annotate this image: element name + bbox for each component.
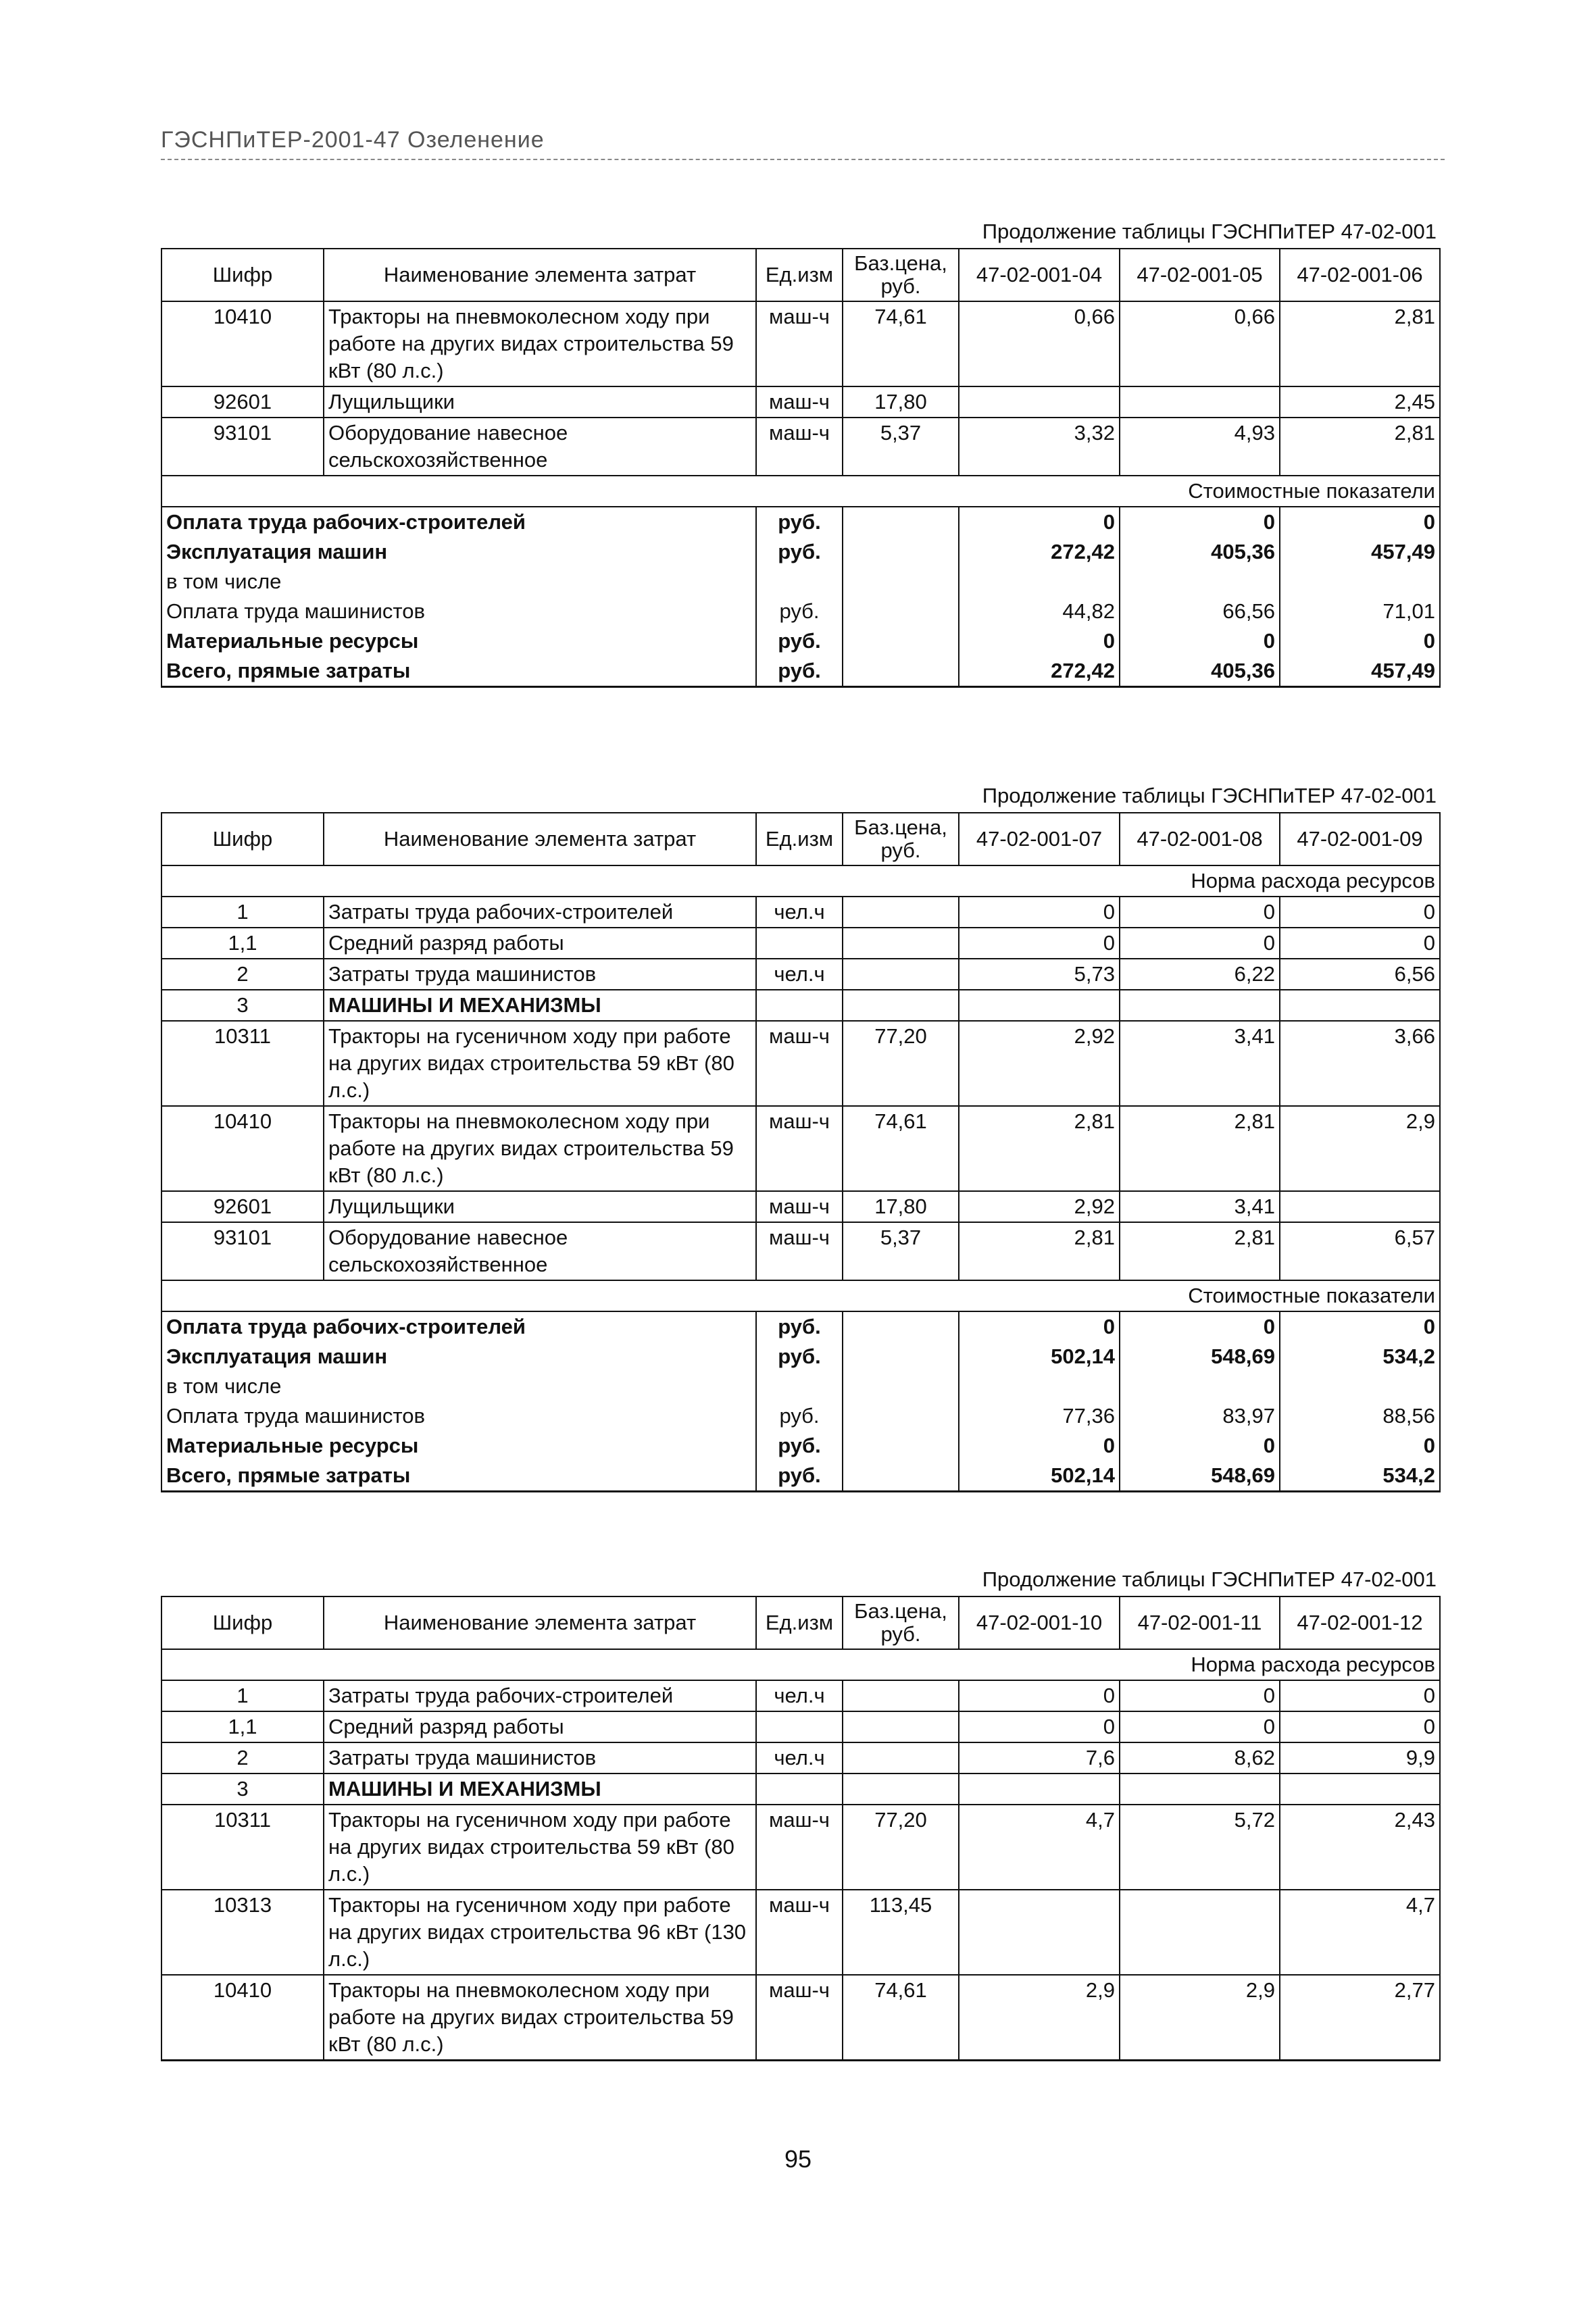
row-value: 0,66	[1120, 301, 1280, 386]
row-unit: чел.ч	[756, 1680, 843, 1711]
resource-table	[161, 1596, 1441, 2061]
row-value: 0	[959, 1680, 1120, 1711]
row-unit: маш-ч	[756, 301, 843, 386]
row-name: Тракторы на гусеничном ходу при работе на других видах строительства 96 кВт (130 л.с.)	[324, 1890, 756, 1975]
col-header-name: Наименование элемента затрат	[324, 249, 756, 301]
row-code: 92601	[161, 386, 324, 418]
summary-value: 534,2	[1280, 1461, 1440, 1492]
row-value: 2,81	[1280, 418, 1440, 476]
row-name: Тракторы на гусеничном ходу при работе на других видах строительства 59 кВт (80 л.с.)	[324, 1021, 756, 1106]
row-name: Средний разряд работы	[324, 1711, 756, 1742]
row-value: 5,72	[1120, 1805, 1280, 1890]
row-code: 2	[161, 959, 324, 990]
col-header-norm-code: 47-02-001-08	[1120, 813, 1280, 865]
table-caption: Продолжение таблицы ГЭСНПиТЕР 47-02-001	[982, 220, 1437, 243]
col-header-norm-code: 47-02-001-05	[1120, 249, 1280, 301]
summary-unit: руб.	[756, 1401, 843, 1431]
summary-value: 0	[959, 507, 1120, 537]
summary-value	[1120, 567, 1280, 597]
col-header-price: Баз.цена, руб.	[843, 1596, 959, 1649]
row-value: 0	[1120, 897, 1280, 928]
summary-price	[843, 597, 959, 626]
row-code: 93101	[161, 1222, 324, 1280]
row-name: Затраты труда рабочих-строителей	[324, 897, 756, 928]
summary-price	[843, 1311, 959, 1342]
summary-value	[959, 567, 1120, 597]
row-value	[1120, 1890, 1280, 1975]
row-name: Лущильщики	[324, 1191, 756, 1222]
col-header-code: Шифр	[161, 249, 324, 301]
summary-label: Эксплуатация машин	[161, 1342, 756, 1372]
row-value	[959, 386, 1120, 418]
summary-unit	[756, 567, 843, 597]
row-value: 4,7	[1280, 1890, 1440, 1975]
summary-value: 405,36	[1120, 537, 1280, 567]
summary-value: 0	[1120, 507, 1280, 537]
summary-value: 457,49	[1280, 537, 1440, 567]
table-block-3	[161, 1567, 1439, 2061]
summary-value: 44,82	[959, 597, 1120, 626]
summary-value	[1120, 1372, 1280, 1401]
summary-price	[843, 1431, 959, 1461]
band-label-norms: Норма расхода ресурсов	[161, 1649, 1440, 1680]
row-price	[843, 959, 959, 990]
row-price	[843, 1742, 959, 1774]
row-value	[1280, 1774, 1440, 1805]
summary-price	[843, 1461, 959, 1492]
summary-row	[161, 626, 1440, 656]
row-name: Затраты труда машинистов	[324, 959, 756, 990]
row-value: 2,9	[1120, 1975, 1280, 2061]
summary-value: 83,97	[1120, 1401, 1280, 1431]
summary-row	[161, 656, 1440, 687]
row-value: 2,9	[959, 1975, 1120, 2061]
col-header-code: Шифр	[161, 813, 324, 865]
row-value	[1280, 990, 1440, 1021]
summary-row	[161, 1311, 1440, 1342]
table-caption: Продолжение таблицы ГЭСНПиТЕР 47-02-001	[982, 1567, 1437, 1591]
row-value: 0	[1280, 897, 1440, 928]
table-row	[161, 1106, 1440, 1191]
table-row	[161, 1191, 1440, 1222]
summary-price	[843, 1401, 959, 1431]
row-name: Тракторы на пневмоколесном ходу при работе на других видах строительства 59 кВт (80 л.с.)	[324, 1975, 756, 2061]
row-unit: маш-ч	[756, 418, 843, 476]
row-value: 4,7	[959, 1805, 1120, 1890]
summary-value: 0	[1280, 1311, 1440, 1342]
summary-value: 66,56	[1120, 597, 1280, 626]
row-value: 2,81	[959, 1106, 1120, 1191]
summary-label: Оплата труда машинистов	[161, 1401, 756, 1431]
summary-unit: руб.	[756, 1342, 843, 1372]
row-unit: чел.ч	[756, 897, 843, 928]
table-row	[161, 959, 1440, 990]
summary-value: 0	[1120, 1311, 1280, 1342]
summary-label: Всего, прямые затраты	[161, 1461, 756, 1492]
row-value: 7,6	[959, 1742, 1120, 1774]
col-header-code: Шифр	[161, 1596, 324, 1649]
row-value: 2,77	[1280, 1975, 1440, 2061]
row-unit	[756, 1774, 843, 1805]
row-name: Лущильщики	[324, 386, 756, 418]
table-block-2	[161, 784, 1439, 1492]
col-header-norm-code: 47-02-001-12	[1280, 1596, 1440, 1649]
row-value: 3,41	[1120, 1191, 1280, 1222]
row-price	[843, 897, 959, 928]
row-value: 0	[1120, 1711, 1280, 1742]
row-unit: маш-ч	[756, 1191, 843, 1222]
row-value	[959, 1774, 1120, 1805]
summary-value: 548,69	[1120, 1461, 1280, 1492]
row-code: 10313	[161, 1890, 324, 1975]
row-value: 0	[1120, 928, 1280, 959]
summary-value: 0	[1120, 1431, 1280, 1461]
row-value: 2,92	[959, 1191, 1120, 1222]
band-label-costs: Стоимостные показатели	[161, 1280, 1440, 1311]
row-value: 0	[1280, 1711, 1440, 1742]
band-label-norms: Норма расхода ресурсов	[161, 865, 1440, 897]
summary-value: 502,14	[959, 1461, 1120, 1492]
col-header-norm-code: 47-02-001-07	[959, 813, 1120, 865]
summary-value: 272,42	[959, 656, 1120, 687]
summary-label: в том числе	[161, 567, 756, 597]
summary-unit: руб.	[756, 1311, 843, 1342]
summary-label: Материальные ресурсы	[161, 626, 756, 656]
summary-price	[843, 1342, 959, 1372]
row-price	[843, 1680, 959, 1711]
row-unit	[756, 928, 843, 959]
summary-value: 0	[959, 1311, 1120, 1342]
row-code: 2	[161, 1742, 324, 1774]
table-row	[161, 386, 1440, 418]
summary-unit: руб.	[756, 1461, 843, 1492]
summary-unit: руб.	[756, 597, 843, 626]
table-row	[161, 1711, 1440, 1742]
summary-value: 0	[959, 1431, 1120, 1461]
summary-value: 71,01	[1280, 597, 1440, 626]
row-price	[843, 990, 959, 1021]
col-header-unit: Ед.изм	[756, 813, 843, 865]
summary-label: Всего, прямые затраты	[161, 656, 756, 687]
summary-value: 0	[1280, 1431, 1440, 1461]
col-header-name: Наименование элемента затрат	[324, 813, 756, 865]
row-name: Затраты труда машинистов	[324, 1742, 756, 1774]
row-value	[959, 1890, 1120, 1975]
summary-value: 0	[1280, 626, 1440, 656]
table-row	[161, 418, 1440, 476]
col-header-unit: Ед.изм	[756, 249, 843, 301]
row-value	[1120, 386, 1280, 418]
row-value: 0	[1120, 1680, 1280, 1711]
summary-label: в том числе	[161, 1372, 756, 1401]
row-value: 3,32	[959, 418, 1120, 476]
summary-value: 502,14	[959, 1342, 1120, 1372]
row-name: Тракторы на гусеничном ходу при работе на других видах строительства 59 кВт (80 л.с.)	[324, 1805, 756, 1890]
row-code: 1,1	[161, 928, 324, 959]
row-value: 8,62	[1120, 1742, 1280, 1774]
row-unit: маш-ч	[756, 1975, 843, 2061]
row-code: 92601	[161, 1191, 324, 1222]
row-unit: маш-ч	[756, 1106, 843, 1191]
resource-table	[161, 248, 1441, 688]
row-price: 5,37	[843, 418, 959, 476]
row-code: 1	[161, 1680, 324, 1711]
row-price: 77,20	[843, 1805, 959, 1890]
row-unit: маш-ч	[756, 1805, 843, 1890]
summary-row	[161, 1342, 1440, 1372]
row-unit: маш-ч	[756, 386, 843, 418]
summary-unit: руб.	[756, 537, 843, 567]
row-price: 5,37	[843, 1222, 959, 1280]
row-value: 3,66	[1280, 1021, 1440, 1106]
table-header-row	[161, 813, 1440, 865]
row-value	[959, 990, 1120, 1021]
row-code: 10311	[161, 1805, 324, 1890]
row-price	[843, 1711, 959, 1742]
summary-row	[161, 1431, 1440, 1461]
col-header-norm-code: 47-02-001-10	[959, 1596, 1120, 1649]
summary-unit	[756, 1372, 843, 1401]
summary-row	[161, 1461, 1440, 1492]
band-row-costs	[161, 1280, 1440, 1311]
running-header: ГЭСНПиТЕР-2001-47 Озеленение	[161, 127, 1445, 160]
band-row-costs	[161, 476, 1440, 507]
summary-value: 272,42	[959, 537, 1120, 567]
summary-value: 0	[1120, 626, 1280, 656]
table-row	[161, 1774, 1440, 1805]
row-name: МАШИНЫ И МЕХАНИЗМЫ	[324, 1774, 756, 1805]
row-value: 6,57	[1280, 1222, 1440, 1280]
row-price	[843, 1774, 959, 1805]
table-row	[161, 1742, 1440, 1774]
row-unit: чел.ч	[756, 959, 843, 990]
table-row	[161, 897, 1440, 928]
row-value: 0,66	[959, 301, 1120, 386]
row-value: 2,81	[1120, 1106, 1280, 1191]
row-name: Тракторы на пневмоколесном ходу при работе на других видах строительства 59 кВт (80 л.с.)	[324, 1106, 756, 1191]
row-value	[1120, 1774, 1280, 1805]
row-price: 74,61	[843, 1975, 959, 2061]
col-header-price: Баз.цена, руб.	[843, 249, 959, 301]
summary-value: 457,49	[1280, 656, 1440, 687]
row-code: 10410	[161, 1106, 324, 1191]
summary-row	[161, 507, 1440, 537]
row-price	[843, 928, 959, 959]
row-name: МАШИНЫ И МЕХАНИЗМЫ	[324, 990, 756, 1021]
summary-row	[161, 537, 1440, 567]
row-unit: маш-ч	[756, 1890, 843, 1975]
table-header-row	[161, 1596, 1440, 1649]
row-value: 2,9	[1280, 1106, 1440, 1191]
summary-value: 88,56	[1280, 1401, 1440, 1431]
row-value: 2,81	[1280, 301, 1440, 386]
row-value: 0	[959, 1711, 1120, 1742]
row-code: 1,1	[161, 1711, 324, 1742]
row-value: 6,56	[1280, 959, 1440, 990]
row-value: 0	[959, 897, 1120, 928]
summary-value: 77,36	[959, 1401, 1120, 1431]
summary-label: Материальные ресурсы	[161, 1431, 756, 1461]
col-header-norm-code: 47-02-001-04	[959, 249, 1120, 301]
table-row	[161, 1222, 1440, 1280]
row-unit	[756, 1711, 843, 1742]
row-value: 2,81	[959, 1222, 1120, 1280]
band-row-norms	[161, 865, 1440, 897]
page-number: 95	[784, 2145, 812, 2173]
table-block-1	[161, 220, 1439, 688]
table-row	[161, 1680, 1440, 1711]
summary-value: 0	[1280, 507, 1440, 537]
col-header-norm-code: 47-02-001-09	[1280, 813, 1440, 865]
row-price: 74,61	[843, 301, 959, 386]
summary-unit: руб.	[756, 507, 843, 537]
table-row	[161, 928, 1440, 959]
row-unit: маш-ч	[756, 1222, 843, 1280]
col-header-name: Наименование элемента затрат	[324, 1596, 756, 1649]
row-code: 10410	[161, 1975, 324, 2061]
summary-row	[161, 567, 1440, 597]
summary-price	[843, 507, 959, 537]
row-value	[1120, 990, 1280, 1021]
row-value: 0	[1280, 1680, 1440, 1711]
summary-value: 405,36	[1120, 656, 1280, 687]
row-name: Оборудование навесное сельскохозяйственное	[324, 1222, 756, 1280]
row-unit	[756, 990, 843, 1021]
table-row	[161, 1021, 1440, 1106]
summary-unit: руб.	[756, 1431, 843, 1461]
row-value: 6,22	[1120, 959, 1280, 990]
summary-price	[843, 626, 959, 656]
table-caption: Продолжение таблицы ГЭСНПиТЕР 47-02-001	[982, 784, 1437, 807]
band-label-costs: Стоимостные показатели	[161, 476, 1440, 507]
row-price: 113,45	[843, 1890, 959, 1975]
row-code: 1	[161, 897, 324, 928]
table-row	[161, 1890, 1440, 1975]
row-value: 2,43	[1280, 1805, 1440, 1890]
summary-row	[161, 1372, 1440, 1401]
summary-row	[161, 597, 1440, 626]
resource-table	[161, 812, 1441, 1492]
summary-value: 534,2	[1280, 1342, 1440, 1372]
row-value	[1280, 1191, 1440, 1222]
row-code: 10410	[161, 301, 324, 386]
summary-label: Эксплуатация машин	[161, 537, 756, 567]
summary-price	[843, 656, 959, 687]
col-header-norm-code: 47-02-001-06	[1280, 249, 1440, 301]
row-value: 0	[959, 928, 1120, 959]
summary-value	[959, 1372, 1120, 1401]
row-code: 3	[161, 990, 324, 1021]
summary-value	[1280, 1372, 1440, 1401]
summary-unit: руб.	[756, 626, 843, 656]
summary-label: Оплата труда рабочих-строителей	[161, 507, 756, 537]
summary-price	[843, 567, 959, 597]
row-name: Оборудование навесное сельскохозяйственное	[324, 418, 756, 476]
summary-price	[843, 1372, 959, 1401]
summary-value	[1280, 567, 1440, 597]
summary-unit: руб.	[756, 656, 843, 687]
row-code: 3	[161, 1774, 324, 1805]
summary-value: 0	[959, 626, 1120, 656]
col-header-unit: Ед.изм	[756, 1596, 843, 1649]
row-value: 0	[1280, 928, 1440, 959]
table-row	[161, 1805, 1440, 1890]
row-name: Тракторы на пневмоколесном ходу при работе на других видах строительства 59 кВт (80 л.с.)	[324, 301, 756, 386]
col-header-norm-code: 47-02-001-11	[1120, 1596, 1280, 1649]
band-row-norms	[161, 1649, 1440, 1680]
summary-value: 548,69	[1120, 1342, 1280, 1372]
row-value: 2,81	[1120, 1222, 1280, 1280]
row-price: 74,61	[843, 1106, 959, 1191]
table-row	[161, 990, 1440, 1021]
row-name: Средний разряд работы	[324, 928, 756, 959]
row-value: 2,92	[959, 1021, 1120, 1106]
col-header-price: Баз.цена, руб.	[843, 813, 959, 865]
row-value: 5,73	[959, 959, 1120, 990]
table-row	[161, 1975, 1440, 2061]
table-header-row	[161, 249, 1440, 301]
row-price: 17,80	[843, 1191, 959, 1222]
row-code: 93101	[161, 418, 324, 476]
row-name: Затраты труда рабочих-строителей	[324, 1680, 756, 1711]
summary-row	[161, 1401, 1440, 1431]
summary-label: Оплата труда машинистов	[161, 597, 756, 626]
row-unit: маш-ч	[756, 1021, 843, 1106]
row-code: 10311	[161, 1021, 324, 1106]
row-value: 3,41	[1120, 1021, 1280, 1106]
row-value: 4,93	[1120, 418, 1280, 476]
summary-label: Оплата труда рабочих-строителей	[161, 1311, 756, 1342]
row-value: 2,45	[1280, 386, 1440, 418]
row-price: 77,20	[843, 1021, 959, 1106]
row-price: 17,80	[843, 386, 959, 418]
summary-price	[843, 537, 959, 567]
row-unit: чел.ч	[756, 1742, 843, 1774]
table-row	[161, 301, 1440, 386]
row-value: 9,9	[1280, 1742, 1440, 1774]
